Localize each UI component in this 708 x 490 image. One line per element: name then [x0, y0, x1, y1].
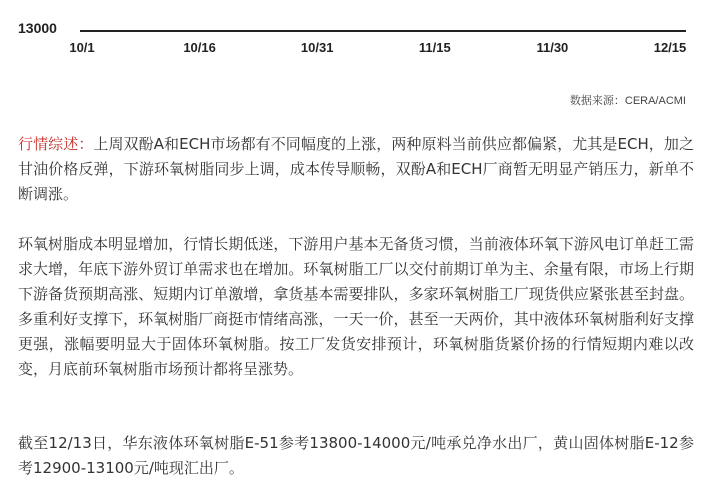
- x-axis-tick: 11/30: [536, 40, 569, 55]
- price-chart-fragment: [0, 0, 708, 70]
- x-axis-tick: 10/1: [69, 40, 95, 55]
- x-axis-tick: 10/31: [300, 40, 334, 55]
- market-summary-paragraph: [18, 132, 694, 207]
- x-axis-tick: 12/15: [653, 40, 687, 55]
- x-axis-tick: 11/15: [418, 40, 451, 55]
- summary-label: 行情综述：: [18, 135, 94, 153]
- x-axis-tick: 10/16: [183, 40, 216, 55]
- summary-text: 上周双酚A和ECH市场都有不同幅度的上涨，两种原料当前供应都偏紧，尤其是ECH，加之甘油价格反弹，下游环氧树脂同步上调，成本传导顺畅，双酚A和ECH厂商暂无明显产销压力，新单不断调涨。: [18, 135, 694, 203]
- chart-baseline: [80, 30, 686, 32]
- market-analysis-paragraph: 环氧树脂成本明显增加，行情长期低迷，下游用户基本无备货习惯，当前液体环氧下游风电订单赶工需求大增，年底下游外贸订单需求也在增加。环氧树脂工厂以交付前期订单为主、余量有限，市场上行期下游备货预期高涨、短期内订单激增，拿货基本需要排队，多家环氧树脂工厂现货供应紧张甚至封盘。多重利好支撑下，环氧树脂厂商挺市情绪高涨，一天一价，甚至一天两价，其中液体环氧树脂利好支撑更强，涨幅要明显大于固体环氧树脂。按工厂发货安排预计，环氧树脂货紧价扬的行情短期内难以改变，月底前环氧树脂市场预计都将呈涨势。: [18, 235, 694, 378]
- y-axis-tick-label: 13000: [18, 20, 57, 36]
- price-quote-paragraph: 截至12/13日，华东液体环氧树脂E-51参考13800-14000元/吨承兑净水出厂，黄山固体树脂E-12参考12900-13100元/吨现汇出厂。: [18, 434, 694, 477]
- data-source-note: 数据来源：CERA/ACMI: [569, 95, 686, 107]
